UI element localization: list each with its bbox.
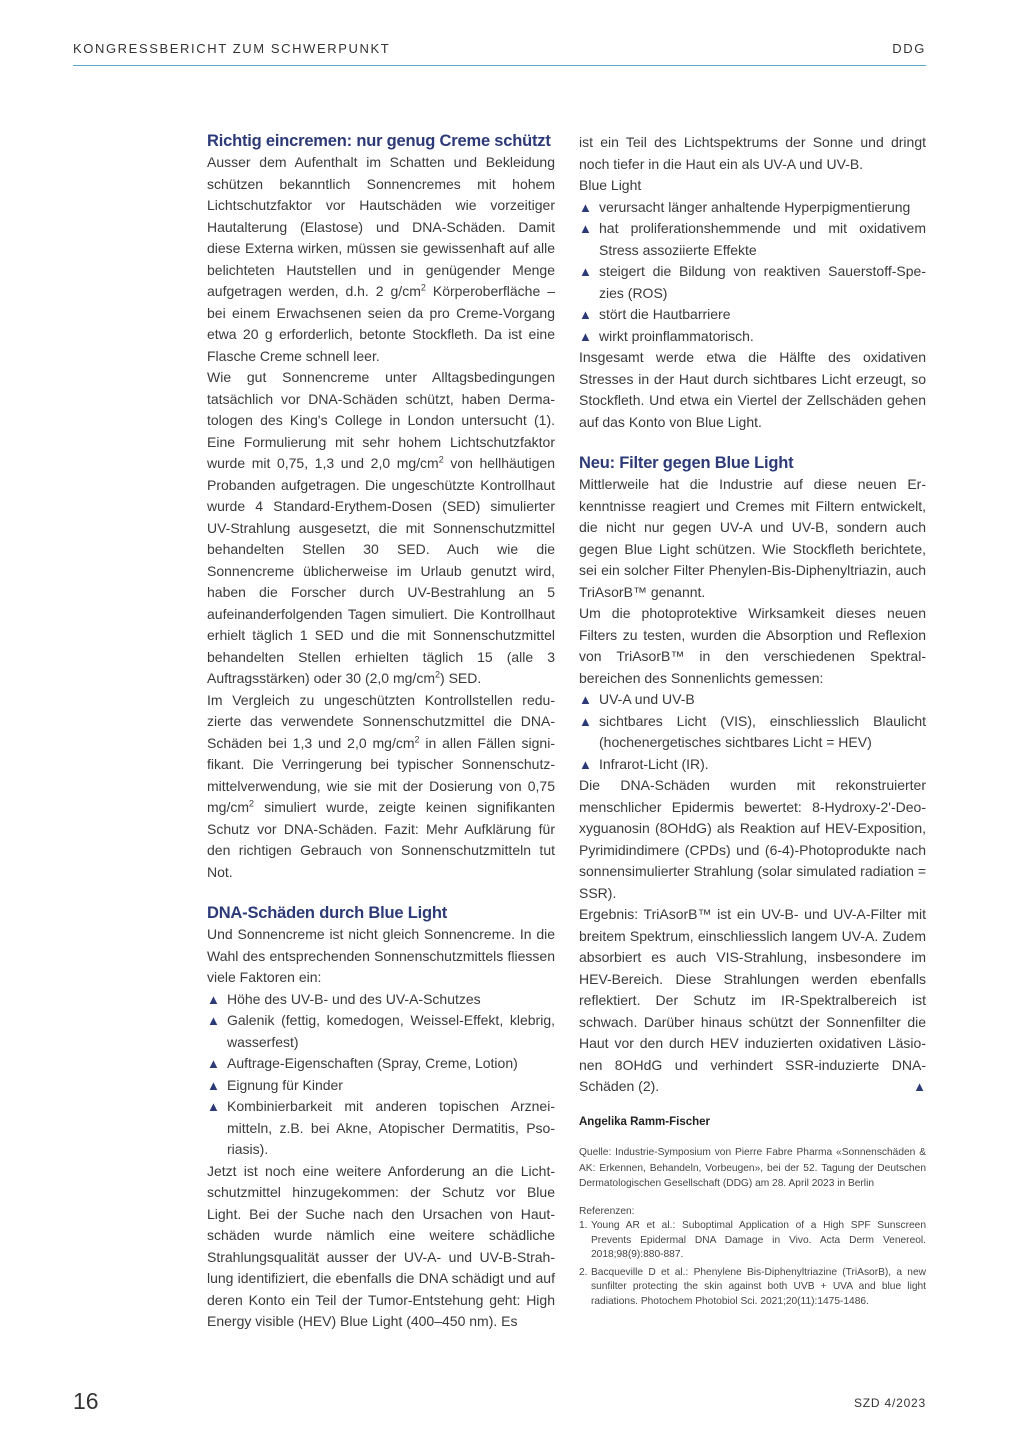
triangle-bullet-icon: ▲ xyxy=(579,307,592,322)
triangle-bullet-icon: ▲ xyxy=(207,1099,220,1114)
page-number: 16 xyxy=(73,1388,99,1414)
left-column xyxy=(207,130,555,1333)
paragraph: Um die photoprotektive Wirksamkeit dieses neuen Filters zu testen, wurden die Absorption und Reflexion von TriAsorB™ in den verschiedenen Spektralbereichen des Sonnenlichts gemessen: xyxy=(579,605,926,686)
end-of-article-icon: ▲ xyxy=(913,1079,926,1094)
paragraph: Die DNA-Schäden wurden mit rekonstruierter menschlicher Epidermis bewertet: 8-Hydroxy-2'-Deoxyguanosin (8OHdG) als Reaktion auf HEV-Exposition, Pyrimidindimere (CPDs) und (6-4)-Photoprodukte nach sonnensimulierter Strahlung (solar simulated radiation = SSR). xyxy=(579,777,926,901)
paragraph: Ausser dem Aufenthalt im Schatten und Bekleidung schützen bekanntlich Sonnencremes mit hohem Lichtschutzfaktor vor Hautschäden wie vorzeitiger Hautalterung (Elastose) und DNA-Schäden. Damit diese Externa wirken, müssen sie gewissenhaft auf alle belichteten Hautstellen und in genügender Menge aufgetragen werden, d.h. 2 $g/cm^2$ Körperoberfläche – bei einem Erwachsenen seien da pro Creme-Vorgang etwa 20 g erforderlich, betonte Stockfleth. Da ist eine Flasche Creme schnell leer. xyxy=(207,154,556,364)
paragraph: ist ein Teil des Lichtspektrums der Sonne und dringt noch tiefer in die Haut ein als UV-A und UV-B. xyxy=(579,134,926,172)
paragraph: Und Sonnencreme ist nicht gleich Sonnencreme. In die Wahl des entsprechenden Sonnenschutzmittels fliessen viele Faktoren ein: xyxy=(207,926,555,985)
list-item: ▲ Auftrage-Eigenschaften (Spray, Creme, Lotion) xyxy=(207,1053,555,1075)
triangle-bullet-icon: ▲ xyxy=(207,1013,220,1028)
list-item: ▲ Infrarot-Licht (IR). xyxy=(579,754,926,776)
triangle-bullet-icon: ▲ xyxy=(579,692,592,707)
triangle-bullet-icon: ▲ xyxy=(579,199,592,215)
list-item: ▲ Höhe des UV-B- und des UV-A-Schutzes xyxy=(207,989,555,1011)
heading-filter: Neu: Filter gegen Blue Light xyxy=(579,454,794,472)
triangle-bullet-icon: ▲ xyxy=(579,264,592,279)
list-item: ▲ sichtbares Licht (VIS), einschliesslich Blaulicht (hochenergetisches sichtbares Licht = HEV) xyxy=(579,712,926,750)
references-title: Referenzen: xyxy=(579,1205,635,1217)
heading-blue-light: DNA-Schäden durch Blue Light xyxy=(207,904,448,922)
section-label: KONGRESSBERICHT ZUM SCHWERPUNKT xyxy=(73,41,391,56)
author-name: Angelika Ramm-Fischer xyxy=(579,1115,711,1128)
journal-label: DDG xyxy=(892,41,926,56)
right-column xyxy=(579,132,926,1309)
references-list xyxy=(579,1219,926,1309)
triangle-bullet-icon: ▲ xyxy=(579,221,592,236)
list-item: ▲ hat proliferationshemmende und mit oxidativem Stress assoziierte Effekte xyxy=(579,220,926,258)
heading-eincremen: Richtig eincremen: nur genug Creme schützt xyxy=(207,132,551,150)
list-item: ▲ Kombinierbarkeit mit anderen topischen Arzneimitteln, z.B. bei Akne, Atopischer Dermatitis, Psoriasis). xyxy=(207,1098,555,1157)
blue-light-effects-list xyxy=(579,197,926,348)
list-item: ▲ wirkt proinflammatorisch. xyxy=(579,326,926,348)
paragraph: Mittlerweile hat die Industrie auf diese neuen Erkenntnisse reagiert und Cremes mit Filtern entwickelt, die nicht nur gegen UV-A und UV-B, sondern auch gegen Blue Light schützen. Wie Stockfleth berichtete, sei ein solcher Filter Phenylen-Bis-Diphenyltriazin, auch TriAsorB™ genannt. xyxy=(579,476,926,600)
issue-label: SZD 4/2023 xyxy=(853,1396,926,1410)
list-item: ▲ Galenik (fettig, komedogen, Weissel-Effekt, klebrig, wasserfest) xyxy=(207,1012,555,1050)
reference-item: 2. Bacqueville D et al.: Phenylene Bis-Diphenyltriazine (TriAsorB), a new sunfilter protecting the skin against both UVB + UVA and blue light radiations. Photochem Photobiol Sci. 2021;20(11):1475-1486. xyxy=(579,1266,926,1307)
list-item: ▲ verursacht länger anhaltende Hyperpigmentierung xyxy=(579,197,926,219)
source-note: Quelle: Industrie-Symposium von Pierre Fabre Pharma «Sonnenschäden & AK: Erkennen, Behandeln, Vorbeugen», bei der 52. Tagung der Deutschen Dermatologischen Gesellschaft (DDG) am 28. April 2023 in Berlin xyxy=(579,1147,926,1189)
triangle-bullet-icon: ▲ xyxy=(579,756,592,772)
paragraph: Jetzt ist noch eine weitere Anforderung an die Lichtschutzmittel hinzugekommen: der Schutz vor Blue Light. Bei der Suche nach den Ursachen von Hautschäden wurde nämlich eine weitere schädliche Strahlungsqualität ausser der UV-A- und UV-B-Strahlung identifiziert, die ebenfalls die DNA schädigt und auf deren Konto ein Teil der Tumor-Entstehung geht: High Energy visible (HEV) Blue Light (400–450 nm). Es xyxy=(207,1162,555,1329)
running-header xyxy=(73,41,926,66)
paragraph: Blue Light xyxy=(579,177,642,193)
list-item: ▲ Eignung für Kinder xyxy=(207,1075,555,1097)
triangle-bullet-icon: ▲ xyxy=(579,713,592,729)
paragraph: Insgesamt werde etwa die Hälfte des oxidativen Stresses in der Haut durch sichtbares Licht erzeugt, so Stockfleth. Und etwa ein Viertel der Zellschäden gehen auf das Konto von Blue Light. xyxy=(579,349,926,430)
triangle-bullet-icon: ▲ xyxy=(207,991,220,1007)
paragraph: Im Vergleich zu ungeschützten Kontrollstellen reduzierte das verwendete Sonnenschutzmittel die DNA-Schäden bei 1,3 und 2,0 $mg/cm^2$ in allen Fällen signifikant. Die Verringerung bei typischer Sonnenschutzmittelverwendung, wie sie mit der Dosierung von 0,75 $mg/cm^2$ simuliert wurde, zeigte keinen signifikanten Schutz vor DNA-Schäden. Fazit: Mehr Aufklärung für den richtigen Gebrauch von Sonnenschutzmitteln tut Not. xyxy=(207,691,555,880)
paragraph: Ergebnis: TriAsorB™ ist ein UV-B- und UV-A-Filter mit breitem Spektrum, einschliesslich langem UV-A. Zudem absorbiert es auch VIS-Strahlung, insbesondere im HEV-Bereich. Diese Strahlungen werden ebenfalls reflektiert. Der Schutz im IR-Spektralbereich ist schwach. Darüber hinaus schützt der Sonnenfilter die Haut vor den durch HEV induzierten oxidativen Läsionen 8OHdG und verhindert SSR-induzierte DNA-Schäden (2). ▲ xyxy=(579,904,926,1098)
triangle-bullet-icon: ▲ xyxy=(579,328,592,344)
list-item: ▲ UV-A und UV-B xyxy=(579,689,926,711)
triangle-bullet-icon: ▲ xyxy=(207,1056,220,1071)
list-item: ▲ steigert die Bildung von reaktiven Sauerstoff-Spezies (ROS) xyxy=(579,263,926,301)
list-item: ▲ stört die Hautbarriere xyxy=(579,304,926,326)
spectral-ranges-list xyxy=(579,689,926,775)
triangle-bullet-icon: ▲ xyxy=(207,1077,220,1093)
paragraph: Wie gut Sonnencreme unter Alltagsbedingungen tatsächlich vor DNA-Schäden schützt, haben Dermatologen des King's College in London untersucht (1). Eine Formulierung mit sehr hohem Lichtschutzfaktor wurde mit 0,75, 1,3 und 2,0 $mg/cm^2$ von hellhäutigen Probanden aufgetragen. Die ungeschützte Kontrollhaut wurde 4 Standard-Erythem-Dosen (SED) simulierter UV-Strahlung ausgesetzt, die mit Sonnenschutzmittel behandelten Stellen 30 SED. Auch wie die Sonnencreme üblicherweise im Urlaub genutzt wird, haben die Forscher durch UV-Bestrahlung an 5 aufeinanderfolgenden Tagen simuliert. Die Kontrollhaut erhielt täglich 1 SED und die mit Sonnenschutzmittel behandelten Stellen erhielten täglich 15 (alle 3 Auftragsstärken) oder 30 (2,0 $mg/cm^2$) SED. xyxy=(207,369,555,686)
factor-list xyxy=(207,989,555,1161)
reference-item: 1. Young AR et al.: Suboptimal Application of a High SPF Sunscreen Prevents Epidermal DNA Damage in Vivo. Acta Derm Venereol. 2018;98(9):880-887. xyxy=(579,1220,926,1260)
